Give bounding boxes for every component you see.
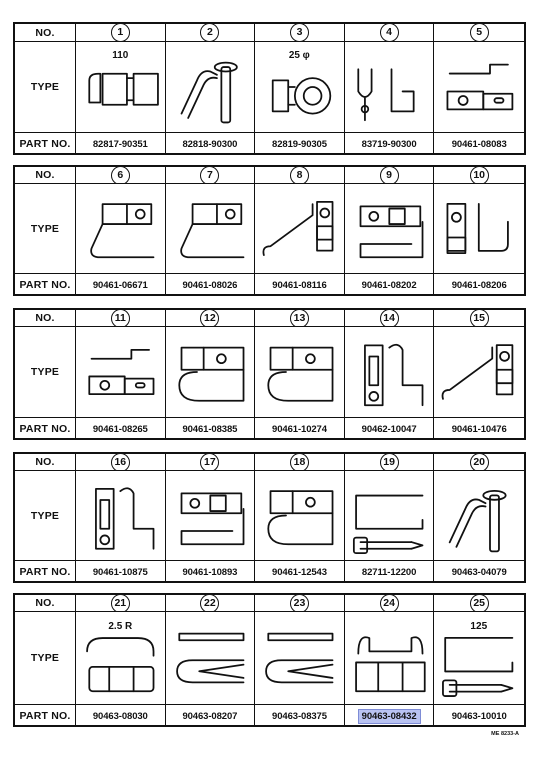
part-number-cell [434, 133, 524, 155]
part-number[interactable]: 90463-08207 [182, 710, 238, 722]
tab-clamp-icon [76, 327, 166, 418]
part-number[interactable]: 90461-08083 [451, 138, 507, 150]
dimension-label: 2.5 R [108, 621, 133, 633]
parts-table-5 [13, 593, 526, 727]
item-number: 25 [470, 595, 489, 612]
part-number-cell [76, 133, 166, 155]
item-number: 16 [111, 454, 130, 471]
item-number: 7 [200, 167, 219, 184]
part-number-cell [434, 274, 524, 296]
part-number[interactable]: 90461-08116 [272, 279, 327, 291]
u-hook-clamp-icon [166, 471, 256, 561]
item-number-cell [76, 454, 166, 471]
part-number-cell [434, 418, 524, 440]
part-number[interactable]: 90461-08202 [361, 279, 417, 291]
item-number-cell [255, 595, 345, 612]
item-number-cell [345, 24, 435, 42]
part-number-cell [255, 705, 345, 727]
part-number-cell [166, 418, 256, 440]
item-number: 21 [111, 595, 130, 612]
item-number-cell [434, 454, 524, 471]
item-number: 23 [290, 595, 309, 612]
long-hook-clamp-icon [434, 327, 524, 418]
no-header: NO. [15, 167, 76, 184]
part-number-cell [76, 561, 166, 583]
part-no-header: PART NO. [15, 705, 76, 727]
item-number: 6 [111, 167, 130, 184]
loop-clamp-icon [255, 471, 345, 561]
part-number[interactable]: 83719-90300 [361, 138, 417, 150]
bent-clip-icon [76, 612, 166, 705]
part-number[interactable]: 90461-10875 [92, 566, 148, 578]
item-number-cell [434, 595, 524, 612]
strap-clamp-icon [76, 471, 166, 561]
dimension-label: 125 [470, 620, 488, 632]
part-number-cell [255, 561, 345, 583]
item-number-cell [345, 167, 435, 184]
u-hook-clamp-icon [345, 184, 435, 274]
part-number[interactable]: 82711-12200 [361, 566, 417, 578]
item-number-cell [345, 595, 435, 612]
item-number: 2 [200, 24, 219, 42]
item-number: 5 [470, 24, 489, 42]
part-number[interactable]: 90461-10476 [451, 423, 507, 435]
item-number-cell [166, 24, 256, 42]
item-number: 10 [470, 167, 489, 184]
no-header: NO. [15, 595, 76, 612]
part-number[interactable]: 90461-10893 [182, 566, 238, 578]
part-number-cell [76, 705, 166, 727]
part-number[interactable]: 90461-08385 [182, 423, 238, 435]
item-number: 22 [200, 595, 219, 612]
item-number-cell [76, 595, 166, 612]
hairpin-clip-icon [166, 612, 256, 705]
loop-clamp-icon [166, 327, 256, 418]
part-number[interactable]: 90463-08030 [92, 710, 148, 722]
flat-clamp-icon [76, 42, 166, 133]
bracket-clip-icon [345, 42, 435, 133]
part-number-cell [255, 133, 345, 155]
item-number: 19 [380, 454, 399, 471]
spring-clip-icon [345, 612, 435, 705]
item-number-cell [434, 310, 524, 327]
cable-tie-icon [345, 471, 435, 561]
item-number-cell [76, 167, 166, 184]
drawing-code: ME 8233-A [491, 731, 519, 737]
part-number[interactable]: 90461-12543 [272, 566, 327, 578]
item-number-cell [255, 454, 345, 471]
item-number-cell [166, 310, 256, 327]
item-number-cell [434, 24, 524, 42]
parts-table-3 [13, 308, 526, 440]
part-no-header: PART NO. [15, 561, 76, 583]
item-number-cell [76, 310, 166, 327]
item-number: 1 [111, 24, 130, 42]
part-number[interactable]: 90461-08026 [182, 279, 238, 291]
hook-clip-icon [166, 42, 256, 133]
part-number-cell [166, 561, 256, 583]
part-no-header: PART NO. [15, 133, 76, 155]
type-header: TYPE [15, 184, 76, 274]
part-number-cell [255, 418, 345, 440]
loop-clamp-icon [255, 327, 345, 418]
parts-table-1 [13, 22, 526, 155]
part-no-header: PART NO. [15, 274, 76, 296]
part-number-cell [345, 133, 435, 155]
part-number[interactable]: 90461-06671 [92, 279, 148, 291]
dimension-label: 25 φ [289, 50, 310, 62]
item-number: 8 [290, 167, 309, 184]
part-number-cell [345, 561, 435, 583]
item-number-cell [166, 454, 256, 471]
part-number-cell [76, 274, 166, 296]
part-number-cell [255, 274, 345, 296]
part-number-cell [76, 418, 166, 440]
part-number[interactable]: 90463-04079 [451, 566, 507, 578]
part-number[interactable]: 90461-10274 [272, 423, 327, 435]
item-number-cell [255, 310, 345, 327]
item-number-cell [255, 167, 345, 184]
item-number-cell [345, 454, 435, 471]
item-number: 12 [200, 310, 219, 327]
part-number[interactable]: 82817-90351 [92, 138, 148, 150]
part-number[interactable]: 90463-08432 [358, 709, 421, 724]
item-number-cell [345, 310, 435, 327]
part-no-header: PART NO. [15, 418, 76, 440]
item-number-cell [255, 24, 345, 42]
part-number[interactable]: 90462-10047 [361, 423, 417, 435]
type-header: TYPE [15, 612, 76, 705]
part-number-cell [166, 705, 256, 727]
item-number: 3 [290, 24, 309, 42]
part-number[interactable]: 90463-08375 [272, 710, 327, 722]
part-number[interactable]: 90461-08265 [92, 423, 148, 435]
round-clamp-icon [255, 42, 345, 133]
part-number[interactable]: 90463-10010 [451, 710, 507, 722]
part-number[interactable]: 82818-90300 [182, 138, 238, 150]
part-number-cell [166, 133, 256, 155]
item-number: 24 [380, 595, 399, 612]
hook-tab-clamp-icon [166, 184, 256, 274]
item-number: 11 [111, 310, 130, 327]
hook-clip-icon [434, 471, 524, 561]
part-number-cell [345, 705, 435, 727]
part-number-cell [434, 561, 524, 583]
tab-clamp-icon [434, 42, 524, 133]
item-number: 20 [470, 454, 489, 471]
item-number: 17 [200, 454, 219, 471]
cable-tie-icon [434, 612, 524, 705]
item-number: 14 [380, 310, 399, 327]
item-number: 4 [380, 24, 399, 42]
hook-tab-clamp-icon [76, 184, 166, 274]
item-number: 9 [380, 167, 399, 184]
parts-table-2 [13, 165, 526, 296]
strap-clamp-icon [345, 327, 435, 418]
item-number-cell [434, 167, 524, 184]
item-number: 13 [290, 310, 309, 327]
part-number[interactable]: 90461-08206 [451, 279, 507, 291]
dimension-label: 110 [112, 50, 129, 62]
type-header: TYPE [15, 471, 76, 561]
part-number[interactable]: 82819-90305 [272, 138, 327, 150]
type-header: TYPE [15, 42, 76, 133]
part-number-cell [434, 705, 524, 727]
l-hook-clamp-icon [434, 184, 524, 274]
parts-table-4 [13, 452, 526, 583]
no-header: NO. [15, 454, 76, 471]
type-header: TYPE [15, 327, 76, 418]
item-number: 18 [290, 454, 309, 471]
part-number-cell [166, 274, 256, 296]
hairpin-clip-icon [255, 612, 345, 705]
item-number: 15 [470, 310, 489, 327]
no-header: NO. [15, 24, 76, 42]
part-number-cell [345, 274, 435, 296]
item-number-cell [166, 167, 256, 184]
part-number-cell [345, 418, 435, 440]
long-hook-clamp-icon [255, 184, 345, 274]
item-number-cell [76, 24, 166, 42]
item-number-cell [166, 595, 256, 612]
no-header: NO. [15, 310, 76, 327]
